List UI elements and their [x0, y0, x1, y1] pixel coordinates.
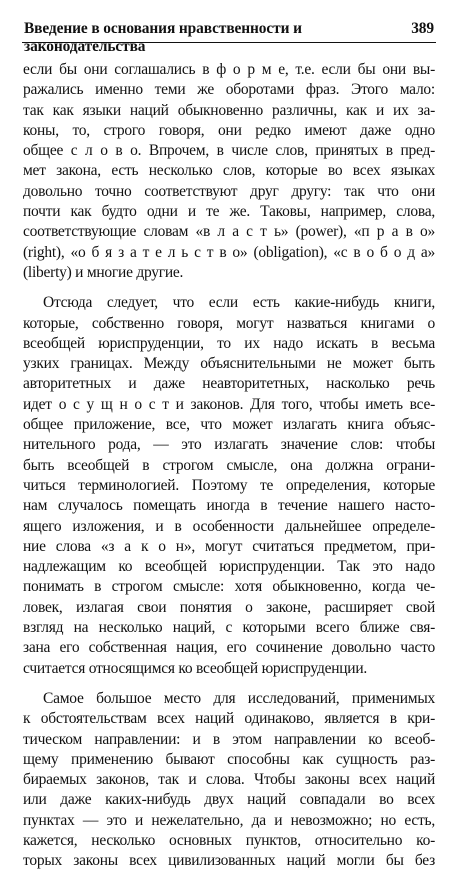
text-line: соответствующие словам «в л а с т ь» (power), «п р а в о» — [23, 223, 435, 241]
page-header — [24, 20, 434, 56]
paragraph-2 — [23, 293, 435, 679]
text-line: надлежащим ко всеобщей юриспруденции. Так это надо — [23, 558, 435, 576]
text-line: ящего изложения, и в особенности дальнейшее определе- — [23, 517, 435, 535]
text-line: идет о с у щ н о с т и законов. Для того, чтобы иметь все- — [23, 395, 435, 413]
text-line: быть всеобщей в строгом смысле, она должна ограни- — [23, 456, 435, 474]
text-line: почти как будто одни и те же. Таковы, например, слова, — [23, 203, 435, 221]
text-line: щему применению бывают способны как сущность раз- — [23, 750, 435, 768]
text-line: общее с л о в о. Впрочем, в числе слов, принятых в пред- — [23, 142, 435, 160]
paragraph-3 — [23, 689, 435, 872]
text-line: считается относящимся ко всеобщей юриспруденции. — [23, 659, 368, 677]
text-line: общее приложение, все, что может излагать книга объяс- — [23, 416, 435, 434]
text-line: ние слова «з а к о н», могут считаться предметом, при- — [23, 537, 435, 555]
text-line: или даже каких-нибудь двух наций совпадали во всех — [23, 791, 435, 809]
text-line: довольно точно соответствуют друг другу: так что они — [23, 182, 435, 200]
text-line: пунктах — это и нежелательно, да и невозможно; но есть, — [23, 811, 435, 829]
text-line: кажется, несколько основных пунктов, относительно ко- — [23, 831, 435, 849]
header-rule — [22, 42, 436, 43]
text-line: узких границах. Между объяснительными не может быть — [23, 355, 435, 373]
text-line: взгляд на несколько наций, с которыми всего ближе свя- — [23, 619, 435, 637]
body-text — [23, 60, 435, 872]
text-line: так как языки наций обыкновенно различны, как и их за- — [23, 101, 435, 119]
text-line: тическом направлении: и в этом направлении ко всеоб- — [23, 730, 435, 748]
text-line: которые, собственно говоря, могут назваться книгами о — [23, 314, 435, 332]
text-line: торых законы всех цивилизованных наций могли бы без — [23, 852, 435, 870]
text-line: к обстоятельствам всех наций одинаково, является в кри- — [23, 710, 435, 728]
text-line: нам случалось помещать иногда в течение нашего насто- — [23, 497, 435, 515]
text-line: нительного рода, — это излагать значение слов: чтобы — [23, 436, 435, 454]
text-line: читься терминологией. Поэтому те определения, которые — [23, 476, 435, 494]
text-line: всеобщей юриспруденции, то их надо искать в весьма — [23, 334, 435, 352]
running-title: Введение в основания нравственности и законодательства — [24, 20, 302, 55]
text-line: мет закона, есть несколько слов, которые во всех языках — [23, 162, 435, 180]
text-line: ражались именно теми же оборотами фраз. Этого мало: — [23, 81, 435, 99]
text-line: бираемых законов, так и слова. Чтобы законы всех наций — [23, 771, 435, 789]
page-number: 389 — [411, 20, 434, 37]
text-line: зана его собственная нация, его сочинение довольно часто — [23, 639, 435, 657]
text-line: Отсюда следует, что если есть какие-нибудь книги, — [43, 294, 435, 312]
text-line: если бы они соглашались в ф о р м е, т.е. если бы они вы- — [23, 61, 435, 78]
text-line: Самое большое место для исследований, применимых — [43, 689, 435, 707]
text-line: ловек, излагая свои понятия о законе, расширяет свой — [23, 598, 435, 616]
paragraph-1 — [23, 60, 435, 283]
text-line: (liberty) и многие другие. — [23, 263, 184, 281]
text-line: понимать в строгом смысле: хотя обыкновенно, когда че- — [23, 578, 435, 596]
text-line: (right), «о б я з а т е л ь с т в о» (obligation), «с в о б о д а» — [23, 243, 435, 261]
text-line: авторитетных и даже неавторитетных, насколько речь — [23, 375, 435, 393]
text-line: коны, то, строго говоря, они редко имеют даже одно — [23, 121, 435, 139]
